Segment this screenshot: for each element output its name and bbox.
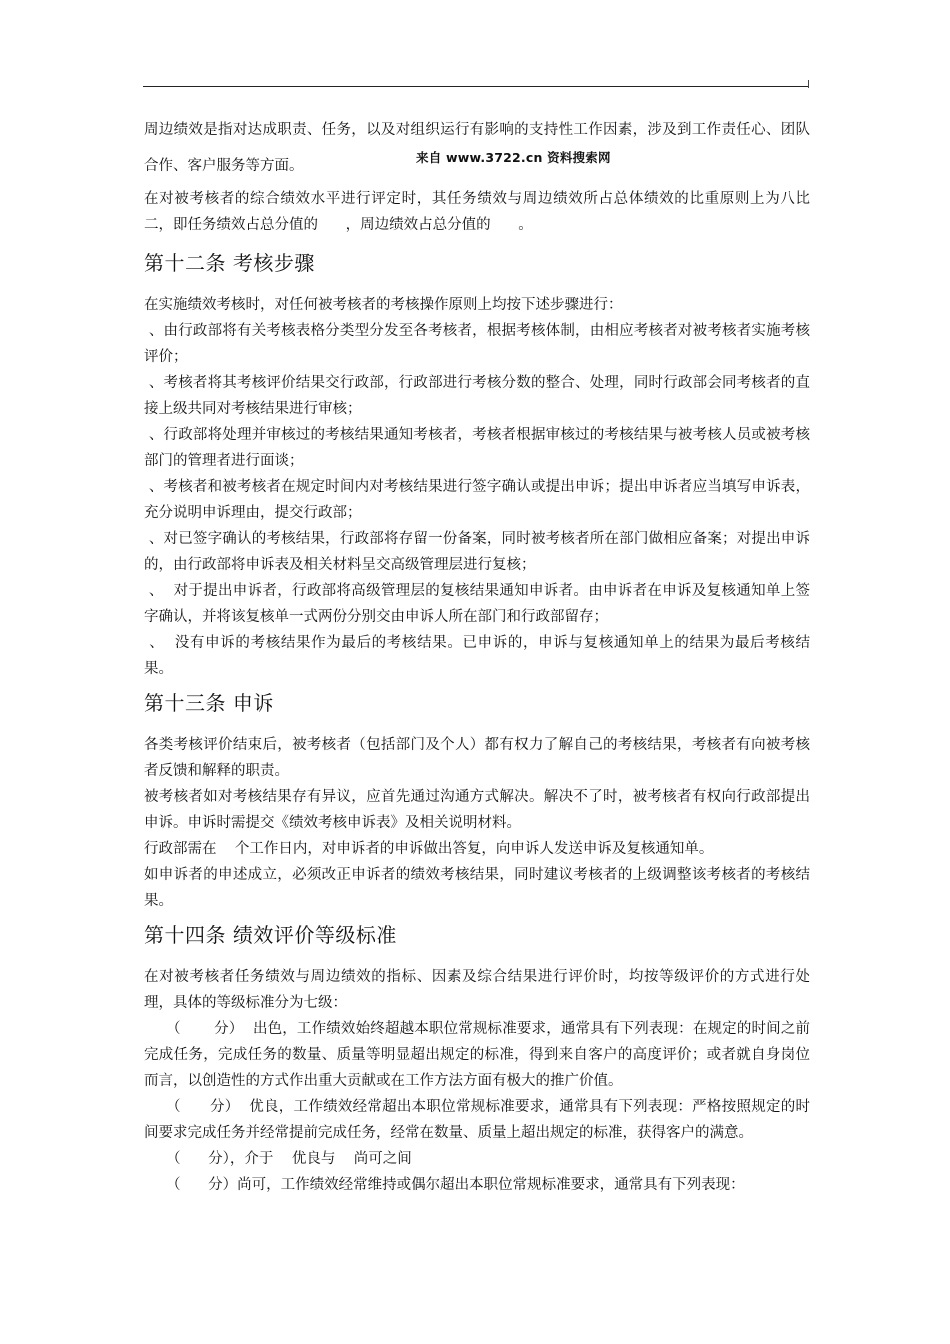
section-13-paragraph-1: 各类考核评价结束后，被考核者（包括部门及个人）都有权力了解自己的考核结果，考核者有向被考核者反馈和解释的职责。 — [144, 737, 810, 779]
grade-item-2: （ 分） 优良，工作绩效经常超出本职位常规标准要求，通常具有下列表现：严格按照规定的时间要求完成任务并经常提前完成任务，经常在数量、质量上超出规定的标准，获得客户的满意。 — [144, 1099, 810, 1141]
intro-paragraph-1: 周边绩效是指对达成职责、任务，以及对组织运行有影响的支持性工作因素，涉及到工作责任心、团队合作、客户服务等方面。 — [144, 122, 810, 174]
section-12-step-3: 、行政部将处理并审核过的考核结果通知考核者，考核者根据审核过的考核结果与被考核人员或被考核部门的管理者进行面谈； — [144, 427, 811, 469]
header-rule — [143, 86, 809, 87]
grade-item-1: （ 分） 出色，工作绩效始终超越本职位常规标准要求，通常具有下列表现：在规定的时间之前完成任务，完成任务的数量、质量等明显超出规定的标准，得到来自客户的高度评价；或者就自身岗位而言，以创造性的方式作出重大贡献或在工作方法方面有极大的推广价值。 — [144, 1021, 810, 1089]
section-12-step-5: 、对已签字确认的考核结果，行政部将存留一份备案，同时被考核者所在部门做相应备案；对提出申诉的，由行政部将申诉表及相关材料呈交高级管理层进行复核； — [144, 531, 811, 573]
section-12-step-4: 、考核者和被考核者在规定时间内对考核结果进行签字确认或提出申诉；提出申诉者应当填写申诉表，充分说明申诉理由，提交行政部； — [144, 479, 811, 521]
section-14-lead: 在对被考核者任务绩效与周边绩效的指标、因素及综合结果进行评价时，均按等级评价的方式进行处理，具体的等级标准分为七级： — [144, 969, 810, 1011]
section-13-paragraph-3: 行政部需在 个工作日内，对申诉者的申诉做出答复，向申诉人发送申诉及复核通知单。 — [144, 841, 714, 857]
section-12-step-6: 、 对于提出申诉者，行政部将高级管理层的复核结果通知申诉者。由申诉者在申诉及复核通知单上签字确认，并将该复核单一式两份分别交由申诉人所在部门和行政部留存； — [144, 583, 810, 625]
watermark-text: 来自 www.3722.cn 资料搜索网 — [416, 150, 611, 165]
intro-paragraph-2: 在对被考核者的综合绩效水平进行评定时，其任务绩效与周边绩效所占总体绩效的比重原则上为八比二，即任务绩效占总分值的 ，周边绩效占总分值的 。 — [144, 191, 810, 233]
section-12-heading: 第十二条 考核步骤 — [144, 251, 315, 275]
section-14-heading: 第十四条 绩效评价等级标准 — [144, 923, 397, 947]
header-rule-tick — [808, 80, 809, 88]
grade-item-4: （ 分）尚可，工作绩效经常维持或偶尔超出本职位常规标准要求，通常具有下列表现： — [166, 1177, 745, 1193]
section-12-step-1: 、由行政部将有关考核表格分类型分发至各考核者，根据考核体制，由相应考核者对被考核者实施考核评价； — [144, 323, 811, 365]
section-13-paragraph-4: 如申诉者的申述成立，必须改正申诉者的绩效考核结果，同时建议考核者的上级调整该考核者的考核结果。 — [144, 867, 810, 909]
section-12-lead: 在实施绩效考核时，对任何被考核者的考核操作原则上均按下述步骤进行： — [144, 297, 623, 313]
grade-item-3: （ 分），介于 优良与 尚可之间 — [166, 1151, 412, 1167]
section-12-step-7: 、 没有申诉的考核结果作为最后的考核结果。已申诉的，申诉与复核通知单上的结果为最后考核结果。 — [144, 635, 810, 677]
section-13-heading: 第十三条 申诉 — [144, 691, 274, 715]
section-12-step-2: 、考核者将其考核评价结果交行政部，行政部进行考核分数的整合、处理，同时行政部会同考核者的直接上级共同对考核结果进行审核； — [144, 375, 811, 417]
section-13-paragraph-2: 被考核者如对考核结果存有异议，应首先通过沟通方式解决。解决不了时，被考核者有权向行政部提出申诉。申诉时需提交《绩效考核申诉表》及相关说明材料。 — [144, 789, 810, 831]
document-body — [144, 112, 810, 1198]
